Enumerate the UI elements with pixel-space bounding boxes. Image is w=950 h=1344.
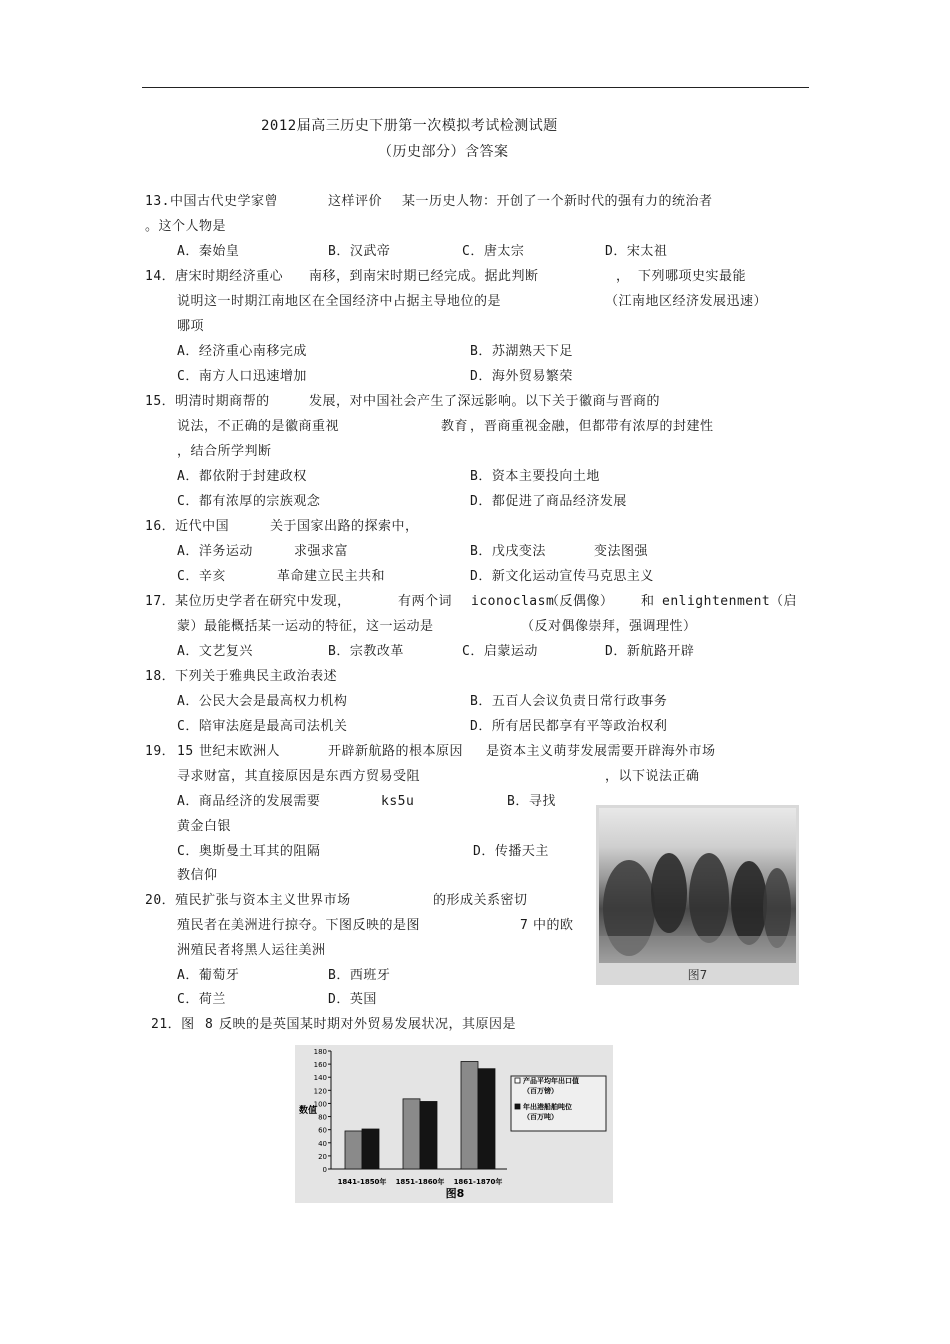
y-tick-label: 0 — [322, 1166, 327, 1174]
q15-option-a: A．都依附于封建政权 — [177, 469, 307, 484]
q15-stem-1: 15．明清时期商帮的 — [145, 394, 270, 409]
q15-option-d: D．都促进了商品经济发展 — [470, 494, 627, 509]
y-tick-label: 60 — [318, 1126, 327, 1135]
q19-option-c: C．奥斯曼土耳其的阻隔 — [177, 844, 321, 859]
figure-8-chart — [295, 1045, 613, 1203]
q14-option-d: D．海外贸易繁荣 — [470, 369, 573, 384]
q15-option-c: C．都有浓厚的宗族观念 — [177, 494, 321, 509]
q13-option-c: C．唐太宗 — [462, 244, 525, 259]
q19-stem-1d: 是资本主义萌芽发展需要开辟海外市场 — [486, 744, 716, 759]
q16-option-d: D．新文化运动宣传马克思主义 — [470, 569, 654, 584]
q17-stem-2: 蒙）最能概括某一运动的特征，这一运动是 — [177, 619, 434, 634]
q13-stem-1b: 这样评价 — [328, 194, 383, 209]
y-tick-label: 20 — [318, 1152, 327, 1161]
q17-option-d: D．新航路开辟 — [605, 644, 695, 659]
q13-stem-1: 13.中国古代史学家曾 — [145, 194, 278, 209]
figure-7-photo — [596, 805, 799, 985]
q14-stem-1d: 下列哪项史实最能 — [638, 269, 747, 284]
y-tick-label: 100 — [313, 1100, 327, 1109]
q16-option-c: C．辛亥 — [177, 569, 226, 584]
y-tick-label: 80 — [318, 1113, 327, 1122]
figure-7-caption: 图7 — [687, 968, 708, 982]
q14-stem-1b: 南移，到南宋时期已经完成。据此判断 — [309, 269, 539, 284]
q20-stem-3: 洲殖民者将黑人运往美洲 — [177, 943, 326, 958]
q17-stem-1c: （反偶像） — [546, 594, 614, 609]
q14-option-a: A．经济重心南移完成 — [177, 344, 307, 359]
q17-stem-1b: 有两个词 — [398, 594, 453, 609]
q20-stem-1: 20．殖民扩张与资本主义世界市场 — [145, 893, 351, 908]
exam-title: 2012届高三历史下册第一次模拟考试检测试题 — [261, 118, 558, 134]
q16-stem-1: 16．近代中国 — [145, 519, 230, 534]
y-tick-label: 140 — [313, 1074, 327, 1083]
q21-stem-1b: 反映的是英国某时期对外贸易发展状况，其原因是 — [219, 1017, 517, 1032]
q16-option-b-text: 变法图强 — [594, 544, 649, 559]
q20-figure-number: 7 — [520, 918, 529, 933]
q19-option-b: B．寻找 — [507, 794, 556, 809]
q14-stem-2b: （江南地区经济发展迅速） — [605, 294, 768, 309]
q19-option-a: A．商品经济的发展需要 — [177, 794, 321, 809]
q19-stem-1c: 开辟新航路的根本原因 — [328, 744, 464, 759]
y-tick-label: 120 — [313, 1087, 327, 1096]
bar-export-value — [345, 1131, 362, 1169]
q19-stem-2: 寻求财富，其直接原因是东西方贸易受阻 — [177, 769, 421, 784]
legend-swatch — [515, 1104, 520, 1109]
q14-option-b: B．苏湖熟天下足 — [470, 344, 573, 359]
legend-unit: （百万吨） — [523, 1113, 558, 1121]
q13-stem-2: 。这个人物是 — [145, 219, 227, 234]
bar-chart-svg — [295, 1045, 613, 1203]
q17-option-c: C．启蒙运动 — [462, 644, 538, 659]
q14-stem-3: 哪项 — [177, 319, 205, 334]
x-tick-label: 1851-1860年 — [395, 1178, 445, 1186]
q18-stem-1: 18．下列关于雅典民主政治表述 — [145, 669, 338, 684]
q17-word-iconoclasm: iconoclasm — [471, 594, 555, 609]
q18-option-a: A．公民大会是最高权力机构 — [177, 694, 348, 709]
bar-ship-tonnage — [362, 1129, 379, 1169]
q20-option-d: D．英国 — [328, 992, 377, 1007]
q17-stem-1d: 和 — [641, 594, 655, 609]
q19-stem-2b: ，以下说法正确 — [605, 769, 700, 784]
y-tick-label: 160 — [313, 1061, 327, 1070]
q20-stem-2: 殖民者在美洲进行掠夺。下图反映的是图 — [177, 918, 421, 933]
q18-option-c: C．陪审法庭是最高司法机关 — [177, 719, 348, 734]
header-rule — [142, 87, 809, 88]
q15-stem-3: ，结合所学判断 — [177, 444, 272, 459]
q13-stem-1c: 某一历史人物：开创了一个新时代的强有力的统治者 — [402, 194, 713, 209]
legend-swatch — [515, 1078, 520, 1083]
q14-stem-1c: ， — [616, 269, 630, 284]
q19-stem-1b: 世纪末欧洲人 — [199, 744, 281, 759]
bar-export-value — [403, 1099, 420, 1169]
q15-option-b: B．资本主要投向土地 — [470, 469, 600, 484]
q17-stem-1e: （启 — [770, 594, 798, 609]
q19-option-d-cont: 教信仰 — [177, 868, 218, 883]
q18-option-b: B．五百人会议负责日常行政事务 — [470, 694, 668, 709]
q19-century: 15 — [177, 744, 194, 759]
q14-stem-1: 14．唐宋时期经济重心 — [145, 269, 284, 284]
ks5u-watermark: ks5u — [381, 794, 415, 809]
q16-option-a-text: 求强求富 — [294, 544, 349, 559]
exam-subtitle: （历史部分）含答案 — [378, 144, 509, 160]
q13-option-b: B．汉武帝 — [328, 244, 391, 259]
historical-photo-image — [599, 808, 796, 963]
x-tick-label: 1841-1850年 — [337, 1178, 387, 1186]
photo-silhouettes — [599, 808, 796, 963]
q21-stem-1: 21．图 — [151, 1017, 195, 1032]
q19-stem-1: 19． — [145, 744, 176, 759]
figure-8-caption: 图8 — [445, 1187, 465, 1200]
q19-option-b-cont: 黄金白银 — [177, 819, 232, 834]
q13-option-a: A．秦始皇 — [177, 244, 240, 259]
q16-stem-1b: 关于国家出路的探索中， — [270, 519, 419, 534]
q15-stem-1b: 发展，对中国社会产生了深远影响。以下关于徽商与晋商的 — [309, 394, 661, 409]
bar-export-value — [461, 1061, 478, 1169]
q17-option-b: B．宗教改革 — [328, 644, 404, 659]
q21-figure-number: 8 — [205, 1017, 214, 1032]
q19-option-d: D．传播天主 — [473, 844, 549, 859]
q15-stem-2c: ， — [470, 419, 484, 434]
q15-stem-2b: 教育 — [441, 419, 469, 434]
q17-stem-2b: （反对偶像崇拜，强调理性） — [521, 619, 697, 634]
legend-label: 年出港船舶吨位 — [523, 1103, 572, 1111]
q20-stem-2c: 中的欧 — [533, 918, 574, 933]
q16-option-b: B．戊戌变法 — [470, 544, 546, 559]
q20-option-b: B．西班牙 — [328, 968, 391, 983]
q15-stem-2: 说法，不正确的是徽商重视 — [177, 419, 340, 434]
q17-word-enlightenment: enlightenment — [662, 594, 771, 609]
bar-ship-tonnage — [420, 1101, 437, 1169]
q16-option-c-text: 革命建立民主共和 — [277, 569, 386, 584]
q20-option-a: A．葡萄牙 — [177, 968, 240, 983]
y-tick-label: 40 — [318, 1139, 327, 1148]
q13-option-d: D．宋太祖 — [605, 244, 668, 259]
y-axis-label: 数值 — [299, 1106, 318, 1116]
q20-option-c: C．荷兰 — [177, 992, 226, 1007]
q16-option-a: A．洋务运动 — [177, 544, 253, 559]
q18-option-d: D．所有居民都享有平等政治权利 — [470, 719, 668, 734]
q17-option-a: A．文艺复兴 — [177, 644, 253, 659]
legend-unit: （百万镑） — [523, 1087, 558, 1095]
q15-stem-2d: 晋商重视金融，但都带有浓厚的封建性 — [484, 419, 714, 434]
y-tick-label: 180 — [313, 1048, 327, 1056]
x-tick-label: 1861-1870年 — [453, 1178, 503, 1186]
bar-ship-tonnage — [478, 1069, 495, 1169]
q14-stem-2: 说明这一时期江南地区在全国经济中占据主导地位的是 — [177, 294, 502, 309]
q20-stem-1b: 的形成关系密切 — [433, 893, 528, 908]
legend-label: 产品平均年出口值 — [523, 1077, 579, 1085]
q14-option-c: C．南方人口迅速增加 — [177, 369, 307, 384]
q17-stem-1: 17．某位历史学者在研究中发现， — [145, 594, 351, 609]
